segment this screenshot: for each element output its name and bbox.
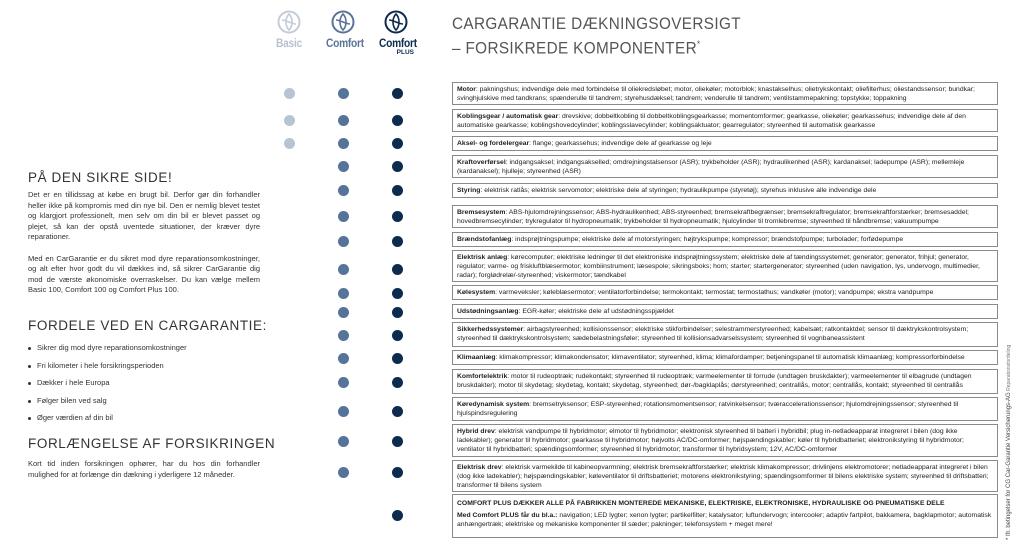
component-text: : klimakompressor; klimakondensator; klimaventilator; styreenhed, klima; klimafordamper; betjeningspanel til automatisk klimaanlæg; kompressorforbindelse (495, 354, 965, 361)
coverage-dot-plus (392, 377, 403, 388)
comfort-plus-logo (376, 10, 416, 56)
component-axle (452, 136, 998, 151)
side-footnote-main: * Ifr. betingelser for CG Car-Garantie Versicherungs-AG (1006, 392, 1012, 540)
coverage-dot-comfort (338, 330, 349, 341)
component-label: Kraftoverførsel (457, 159, 506, 166)
intro-section (28, 170, 260, 296)
comfort-logo-label: Comfort (326, 36, 364, 50)
coverage-dot-comfort (338, 264, 349, 275)
page-title (452, 14, 741, 59)
coverage-dot-basic (284, 115, 295, 126)
comfort-logo (323, 10, 363, 49)
component-label: Motor (457, 86, 476, 93)
component-text: : motor til rudeoptræk; rudekontakt; styreenhed til rudeoptræk; varmeelementer til forrude (undtagen bruskdakter); varmeelementer til elbagrude (undtagen bruskdakter); motor til skydetag; skydetag, kontakt; skydetag, styreenhed; dør-/bagklaplås; dørstyreenhed; centrallås, motor; centrallås, kontakt; styreenhed til centrallås (457, 373, 972, 390)
component-cooling (452, 285, 998, 300)
benefit-item: Følger bilen ved salg (28, 392, 260, 410)
basic-logo-label: Basic (276, 36, 302, 50)
coverage-dot-comfort (338, 138, 349, 149)
coverage-dot-plus (392, 436, 403, 447)
component-steering (452, 183, 998, 198)
coverage-dot-comfort (338, 211, 349, 222)
coverage-dot-comfort (338, 185, 349, 196)
comfort-plus-logo-sub: PLUS (396, 49, 414, 56)
coverage-dot-plus (392, 330, 403, 341)
component-text: : bremsetryksensor; ESP-styreenhed; rotationsmomentsensor; ratvinkelsensor; tværaccelerationssensor; hjulomdrejningssensor; styreenhed til hjulspindsregulering (457, 401, 959, 418)
basic-emblem-icon (277, 10, 301, 34)
coverage-dot-comfort (338, 467, 349, 478)
comfort-plus-extras-text: navigation; LED lygter; xenon lygter; partikelfilter; katalysator; luftundervogn; intercooler; adaptiv fartpilot, bakkamera, bagklapmotor; automatisk anhængertræk; elektriske og mekaniske komponenter til sæder; pakninger; telefonsystem + meget mere! (457, 512, 992, 529)
coverage-dot-plus (392, 307, 403, 318)
component-label: Styring (457, 187, 481, 194)
extension-paragraph: Kort tid inden forsikringen ophører, har du hos din forhandler mulighed for at forlænge din dækning i yderligere 12 måneder. (28, 459, 260, 479)
page-title-line2 (452, 34, 741, 59)
benefits-heading: FORDELE VED EN CARGARANTIE: (28, 318, 267, 333)
benefits-list (28, 339, 260, 427)
comfort-emblem-icon (331, 10, 355, 34)
component-text: : varmeveksler; køleblæsermotor; ventilatorforbindelse; termokontakt; termostat; termostathus; vandkøler (motor); vandpumpe; ekstra vandpumpe (495, 289, 934, 296)
comfort-plus-logo-label: Comfort (379, 36, 417, 50)
coverage-dot-comfort (338, 436, 349, 447)
page-title-line1: CARGARANTIE DÆKNINGSOVERSIGT (452, 14, 741, 33)
comfort-plus-extras-label: Med Comfort PLUS får du bl.a.: (457, 512, 558, 520)
component-safety (452, 322, 998, 347)
component-electrical (452, 250, 998, 282)
coverage-dot-basic (284, 88, 295, 99)
coverage-dot-plus (392, 161, 403, 172)
component-hybrid (452, 424, 998, 457)
component-fuel (452, 232, 998, 247)
comfort-plus-extras (457, 511, 993, 529)
benefit-item: Sikrer dig mod dyre reparationsomkostninger (28, 339, 260, 357)
component-climate (452, 350, 998, 365)
coverage-dot-comfort (338, 406, 349, 417)
component-label: Komfortelektrik (457, 373, 508, 380)
component-text: : EGR-køler; elektriske dele af udstødningsspjældet (518, 308, 674, 315)
coverage-dot-plus (392, 88, 403, 99)
component-label: Udstødningsanlæg (457, 308, 519, 315)
coverage-dot-comfort (338, 377, 349, 388)
component-label: Bremsesystem (457, 209, 506, 216)
coverage-dot-plus (392, 185, 403, 196)
coverage-dot-comfort (338, 236, 349, 247)
component-label: Elektrisk anlæg (457, 254, 508, 261)
coverage-dot-comfort (338, 161, 349, 172)
intro-heading: PÅ DEN SIKRE SIDE! (28, 170, 173, 185)
component-text: : indsprøjtningspumpe; elektriske dele af motorstyringen; højtrykspumpe; kompressor; brændstofpumpe; turbolader; forfødepumpe (511, 236, 904, 243)
comfort-plus-box (452, 494, 998, 538)
component-comfort-electrics (452, 369, 998, 394)
intro-paragraph-2: Med en CarGarantie er du sikret mod dyre reparationsomkostninger, og alt efter hvor godt du vil dækkes ind, så sikrer CarGarantie dig mod de værste økonomiske overraskelser. Du kan vælge mellem Basic 100, Comfort 100 og Comfort Plus 100. (28, 253, 260, 294)
coverage-dot-comfort (338, 307, 349, 318)
coverage-dot-comfort (338, 288, 349, 299)
component-gearbox (452, 109, 998, 132)
component-label: Brændstofanlæg (457, 236, 512, 243)
coverage-dot-plus (392, 211, 403, 222)
side-footnote-small: Reparationsfordeling (1006, 344, 1012, 393)
component-label: Elektrisk drev (457, 464, 502, 471)
component-label: Aksel- og fordelergear (457, 140, 530, 147)
component-transmission (452, 155, 998, 178)
coverage-dot-plus (392, 288, 403, 299)
coverage-dot-plus (392, 264, 403, 275)
component-text: : pakningshus; indvendige dele med forbindelse til oliekredsløbet; motor, oliekøler; motorblok; knastakselhus; olietrykskontakt; oliefilterhus; oliestandssensor; bundkar; svinghjulskive med tandkrans; spænderulle til tandrem; styrehusdæksel; tandrem; venderulle til tandrem; ventilstammepakning; topstykke; toppakning (457, 86, 975, 103)
component-label: Kølesystem (457, 289, 496, 296)
component-label: Koblingsgear / automatisk gear (457, 113, 559, 120)
component-label: Hybrid drev (457, 428, 495, 435)
extension-section (28, 436, 276, 480)
component-motor (452, 82, 998, 105)
component-electric-drive (452, 460, 998, 492)
coverage-dot-basic (284, 138, 295, 149)
coverage-dot-plus (392, 406, 403, 417)
component-brakes (452, 205, 998, 228)
basic-logo (269, 10, 309, 49)
component-label: Klimaanlæg (457, 354, 496, 361)
page-title-line2-text: – FORSIKREDE KOMPONENTER (452, 38, 697, 58)
coverage-dot-comfort (338, 88, 349, 99)
component-exhaust (452, 304, 998, 319)
benefit-item: Fri kilometer i hele forsikringsperioden (28, 357, 260, 375)
intro-paragraph-1: Det er en tillidssag at købe en brugt bil. Derfor gør din forhandler heller ikke på kompromis med din nye bil. Den er nemlig blevet testet og klargjort professionelt, men selv om din bil er blevet passet og plejet, så kan der opstå uventede situationer, der kræver dyre reparationer. (28, 190, 260, 241)
component-text: : drevskive; dobbeltkobling til dobbeltkoblingsgearkasse; momentomformer; gearkasse, oliekøler; gearkassehus; indvendige dele af den automatiske gearkasse; koblingshovedcylinder; koblingsslavecylinder; koblingsaktuator; gearregulator; styreenhed til automatisk gearkasse (457, 113, 966, 130)
component-text: : elektrisk varmekilde til kabineopvarmning; elektrisk bremsekraftforstærker; elektrisk klimakompressor; drivlinjens elektromotorer; netladeapparat integreret i bilen (dog ikke ladekabler); højspændingskabler; køleventilator til driftsbatteriet; motorens elektronikstyring; spændingsomformer til bilens elektriske system; styreenhed til driftsbatteri; transformer til bilens system (457, 464, 989, 490)
component-label: Sikkerhedssystemer (457, 326, 524, 333)
coverage-dot-plus (392, 115, 403, 126)
coverage-dot-plus (392, 138, 403, 149)
component-text: : kørecomputer; elektriske ledninger til det elektroniske indsprøjtningssystem; elektriske dele af tændingssystemet; generator; generator, frihjul; generator, regulator; varme- og friskluftblæsermotor; kombiinstrument; læsespole; sikringsboks; horn; starter; startergenerator; styreenhed (uden navigation, lys, undervogn, multimedier, radar); forglødrelæ/-styreenhed; viskermotor; tændkabel (457, 254, 980, 280)
coverage-dot-plus (392, 467, 403, 478)
coverage-dot-plus (392, 236, 403, 247)
coverage-dot-plus (392, 353, 403, 364)
benefit-item: Øger værdien af din bil (28, 409, 260, 427)
coverage-dot-plus (392, 510, 403, 521)
comfort-plus-heading: COMFORT PLUS DÆKKER ALLE PÅ FABRIKKEN MONTEREDE MEKANISKE, ELEKTRISKE, ELEKTRONISKE, HYDRAULISKE OG PNEUMATISKE DELE (457, 500, 945, 507)
benefits-section (28, 318, 267, 427)
benefit-item: Dækker i hele Europa (28, 374, 260, 392)
component-text: : ABS-hjulomdrejningssensor; ABS-hydraulikenhed; ABS-styreenhed; bremsekraftbegrænser; bremsekraftregulator; bremsekraftforstærker; bremsesaddel; hovedbremsecylinder; trykregulator til hydropneumatik; trykbeholder til hydropneumatik; hjulcylinder til tromlebremse; styreenhed til håndbremse; vakuumpumpe (457, 209, 969, 226)
component-text: : indgangsaksel; indgangsakselled; omdrejningstalsensor (ASR); trykbeholder (ASR); hydraulikenhed (ASR); kardanaksel; ladepumpe (ASR); mellemleje (kardanaksel); hjulleje; styreenhed (ASR) (457, 159, 965, 176)
component-text: : flange; gearkassehus; indvendige dele af gearkasse og leje (529, 140, 712, 147)
extension-heading: FORLÆNGELSE AF FORSIKRINGEN (28, 436, 276, 451)
coverage-dot-comfort (338, 115, 349, 126)
page-title-asterisk: * (696, 39, 701, 49)
coverage-dot-comfort (338, 353, 349, 364)
component-text: : airbagstyreenhed; kollisionssensor; elektriske stikforbindelser; selestrammerstyreenhed; kabelsæt; ratkontaktdel; sensor til dæktrykskontrolsystem; styreenhed til dæktrykskontrolsystem; sædebelastningsføler; styreenhed til kollisionsadvarselssystem; styreenhed til vognbaneassistent (457, 326, 969, 343)
comfort-plus-emblem-icon (384, 10, 408, 34)
side-footnote (1006, 345, 1012, 540)
component-vehicle-dynamics (452, 397, 998, 421)
component-label: Køredynamisk system (457, 401, 530, 408)
component-text: : elektrisk ratlås; elektrisk servomotor; elektriske dele af styringen; hydraulikpumpe (styretøj); styrehus inklusive alle indvendige dele (480, 187, 877, 194)
component-text: : elektrisk vandpumpe til hybridmotor; elmotor til hybridmotor; elektronisk styreenhed til batteri i hybridbil; plug in-netladeapparat integreret i bilen (dog ikke ladekabler); generator til hybridmotor; gearkasse til hybridmotor; højvolts AC/DC-omformer; højspændingskabler; køler til hybridbatteriet; elektronikstyring til hybridmotor; ventilator til hybridbatteri; spændingsomformer; styreenhed til hybridmotor; transformer til hybridsystem; 12V, AC/DC-omformer (457, 428, 964, 454)
